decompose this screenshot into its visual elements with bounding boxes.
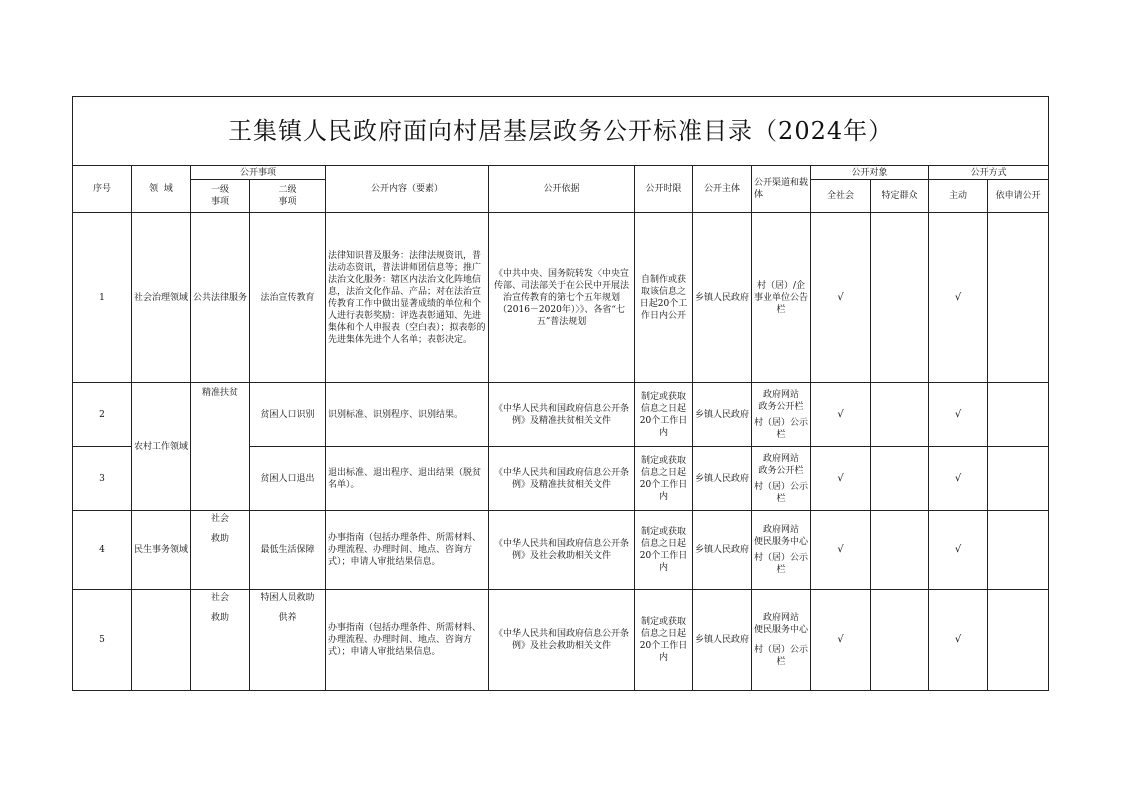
row-domain — [132, 590, 191, 691]
row-level1 — [191, 511, 250, 590]
row-channel — [752, 383, 811, 447]
header-seq: 序号 — [73, 166, 132, 213]
channel-line: 政府网站 — [762, 389, 799, 400]
channel-line: 政府网站 — [762, 453, 799, 464]
row-domain: 社会治理领域 — [132, 213, 191, 383]
row-time: 制定或获取信息之日起20个工作日内 — [635, 447, 693, 511]
row-mode-apply — [988, 511, 1049, 590]
row-seq: 3 — [73, 447, 132, 511]
row-mode-apply — [988, 590, 1049, 691]
row-target-group — [871, 383, 929, 447]
row-channel: 村（居）/企事业单位公告栏 — [752, 213, 811, 383]
channel-line: 村（居）公示栏 — [754, 553, 809, 575]
catalog-sheet — [72, 96, 1048, 694]
row-mode-apply — [988, 383, 1049, 447]
row-basis: 《中华人民共和国政府信息公开条例》及精准扶贫相关文件 — [489, 383, 635, 447]
row-level2: 法治宣传教育 — [250, 213, 326, 383]
row-target-all: √ — [811, 447, 871, 511]
row-mode-active: √ — [929, 590, 988, 691]
channel-line: 村（居）公示栏 — [754, 645, 809, 667]
header-basis: 公开依据 — [489, 166, 635, 213]
row-domain: 农村工作领域 — [132, 383, 191, 511]
table-row — [73, 590, 1049, 691]
level1-line: 救助 — [210, 613, 229, 623]
channel-line: 政府网站 — [762, 613, 799, 623]
channel-line: 政务公开栏 — [758, 401, 804, 412]
row-target-group — [871, 511, 929, 590]
header-time: 公开时限 — [635, 166, 693, 213]
row-channel — [752, 590, 811, 691]
channel-line: 便民服务中心 — [754, 625, 809, 635]
catalog-table — [72, 96, 1049, 691]
row-basis: 《中华人民共和国政府信息公开条例》及社会救助相关文件 — [489, 590, 635, 691]
header-target-group: 特定群众 — [871, 180, 929, 213]
row-basis: 《中华人民共和国政府信息公开条例》及社会救助相关文件 — [489, 511, 635, 590]
header-subject: 公开主体 — [693, 166, 752, 213]
row-target-group — [871, 590, 929, 691]
row-target-group — [871, 213, 929, 383]
row-content: 识别标准、识别程序、识别结果。 — [326, 383, 489, 447]
row-subject: 乡镇人民政府 — [693, 213, 752, 383]
header-level2: 二级 事项 — [250, 180, 326, 213]
level1-line: 社会 — [210, 593, 229, 603]
header-mode: 公开方式 — [929, 166, 1049, 180]
row-subject: 乡镇人民政府 — [693, 511, 752, 590]
channel-line: 村（居）公示栏 — [754, 481, 809, 504]
channel-line: 村（居）公示栏 — [754, 417, 809, 440]
row-level1: 精准扶贫 — [191, 383, 250, 511]
row-level2 — [250, 590, 326, 691]
row-seq: 1 — [73, 213, 132, 383]
header-level1: 一级 事项 — [191, 180, 250, 213]
row-subject: 乡镇人民政府 — [693, 447, 752, 511]
row-channel — [752, 511, 811, 590]
page-title: 王集镇人民政府面向村居基层政务公开标准目录（2024年） — [73, 97, 1049, 166]
header-channel: 公开渠道和载体 — [752, 166, 811, 213]
row-seq: 4 — [73, 511, 132, 590]
header-content: 公开内容（要素） — [326, 166, 489, 213]
row-time: 制定或获取信息之日起20个工作日内 — [635, 590, 693, 691]
level2-line: 特困人员救助 — [260, 593, 315, 603]
header-matters: 公开事项 — [191, 166, 326, 180]
table-row — [73, 213, 1049, 383]
row-target-group — [871, 447, 929, 511]
channel-line: 政府网站 — [762, 525, 799, 535]
row-target-all: √ — [811, 590, 871, 691]
level1-line: 社会 — [210, 514, 229, 524]
row-basis: 《中共中央、国务院转发〈中央宣传部、司法部关于在公民中开展法治宣传教育的第七个五年规划（2016－2020年）〉》、各省“七五”普法规划 — [489, 213, 635, 383]
row-content: 办事指南（包括办理条件、所需材料、办理流程、办理时间、地点、咨询方式）；申请人审批结果信息。 — [326, 590, 489, 691]
row-subject: 乡镇人民政府 — [693, 383, 752, 447]
level2-line: 供养 — [278, 613, 297, 623]
row-level2: 贫困人口识别 — [250, 383, 326, 447]
row-mode-active: √ — [929, 383, 988, 447]
row-time: 自制作或获取该信息之日起20个工作日内公开 — [635, 213, 693, 383]
row-time: 制定或获取信息之日起20个工作日内 — [635, 511, 693, 590]
header-mode-active: 主动 — [929, 180, 988, 213]
row-content: 办事指南（包括办理条件、所需材料、办理流程、办理时间、地点、咨询方式）；申请人审批结果信息。 — [326, 511, 489, 590]
header-target: 公开对象 — [811, 166, 929, 180]
row-mode-apply — [988, 447, 1049, 511]
row-content: 法律知识普及服务：法律法规资讯，普法动态资讯，普法讲师团信息等；推广法治文化服务：辖区内法治文化阵地信息，法治文化作品、产品；对在法治宣传教育工作中做出显著成绩的单位和个人进行表彰奖励：评选表彰通知、先进集体和个人申报表（空白表）；拟表彰的先进集体先进个人名单；表彰决定。 — [326, 213, 489, 383]
row-level1: 公共法律服务 — [191, 213, 250, 383]
level1-line: 救助 — [210, 534, 229, 544]
row-subject: 乡镇人民政府 — [693, 590, 752, 691]
row-basis: 《中华人民共和国政府信息公开条例》及精准扶贫相关文件 — [489, 447, 635, 511]
row-channel — [752, 447, 811, 511]
row-target-all: √ — [811, 383, 871, 447]
row-domain: 民生事务领域 — [132, 511, 191, 590]
row-level1 — [191, 590, 250, 691]
row-mode-active: √ — [929, 213, 988, 383]
row-mode-active: √ — [929, 511, 988, 590]
channel-line: 政务公开栏 — [758, 465, 804, 476]
row-seq: 2 — [73, 383, 132, 447]
row-level2: 贫困人口退出 — [250, 447, 326, 511]
row-target-all: √ — [811, 511, 871, 590]
row-target-all: √ — [811, 213, 871, 383]
header-target-all: 全社会 — [811, 180, 871, 213]
row-time: 制定或获取信息之日起20个工作日内 — [635, 383, 693, 447]
row-content: 退出标准、退出程序、退出结果（脱贫名单）。 — [326, 447, 489, 511]
row-level2: 最低生活保障 — [250, 511, 326, 590]
row-seq: 5 — [73, 590, 132, 691]
table-row — [73, 511, 1049, 590]
header-domain: 领 域 — [132, 166, 191, 213]
table-row — [73, 383, 1049, 447]
row-mode-apply — [988, 213, 1049, 383]
row-mode-active: √ — [929, 447, 988, 511]
channel-line: 便民服务中心 — [754, 537, 809, 547]
header-mode-apply: 依申请公开 — [988, 180, 1049, 213]
